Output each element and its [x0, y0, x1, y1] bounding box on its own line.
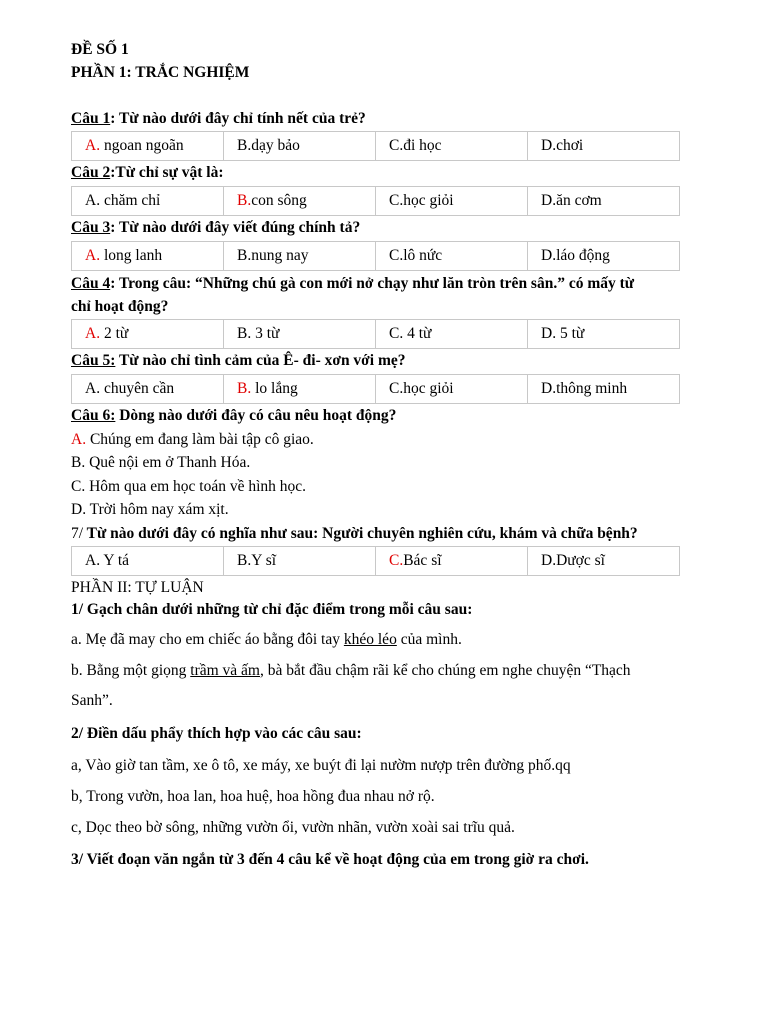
option-text: B.dạy bảo	[237, 137, 300, 154]
underlined-word: trầm và ấm	[190, 662, 260, 679]
option-text: D. 5 từ	[541, 325, 585, 342]
option-a[interactable]	[72, 547, 224, 576]
question-number: Câu 4	[71, 275, 111, 292]
question-text: :Từ chỉ sự vật là:	[110, 164, 224, 181]
option-c[interactable]	[376, 547, 528, 576]
question-number: Câu 5:	[71, 352, 116, 369]
q3-options	[71, 241, 680, 271]
option-c[interactable]	[376, 320, 528, 349]
option-d[interactable]	[528, 375, 680, 404]
option-text: con sông	[251, 192, 307, 209]
question-text: : Từ nào dưới đây chỉ tính nết của trẻ?	[110, 110, 366, 127]
question-number: Câu 6:	[71, 407, 116, 424]
option-c[interactable]	[376, 132, 528, 161]
option-a[interactable]	[72, 242, 224, 271]
correct-marker: A.	[85, 137, 101, 154]
question-6	[71, 406, 396, 426]
exam-title: ĐỀ SỐ 1	[71, 41, 129, 58]
option-text: 2 từ	[100, 325, 129, 342]
option-text: C.học giỏi	[389, 192, 454, 209]
q1-options	[71, 131, 680, 161]
question-number: Câu 1	[71, 110, 111, 127]
option-text: D.chơi	[541, 137, 584, 154]
option-text: A. Y tá	[85, 552, 130, 569]
option-d[interactable]	[528, 547, 680, 576]
option-b[interactable]	[224, 375, 376, 404]
question-4	[71, 274, 634, 294]
option-text: C.lô nức	[389, 247, 443, 264]
question-2	[71, 163, 224, 183]
correct-marker: C.	[389, 552, 404, 569]
option-text: C.đi học	[389, 137, 442, 154]
task-1-sentence-b-continued: Sanh”.	[71, 692, 113, 709]
q4-options	[71, 319, 680, 349]
question-number: Câu 3	[71, 219, 111, 236]
correct-marker: B.	[237, 192, 252, 209]
option-c[interactable]	[376, 242, 528, 271]
option-text: B.Y sĩ	[237, 552, 277, 569]
option-c[interactable]	[376, 187, 528, 216]
q6-option-b[interactable]: B. Quê nội em ở Thanh Hóa.	[71, 454, 251, 471]
option-text: D.thông minh	[541, 380, 628, 397]
question-text: : Từ nào dưới đây viết đúng chính tả?	[110, 219, 361, 236]
option-text: Chúng em đang làm bài tập cô giao.	[86, 431, 314, 448]
option-b[interactable]	[224, 132, 376, 161]
q6-option-c[interactable]: C. Hôm qua em học toán về hình học.	[71, 478, 307, 495]
question-text: Từ nào chỉ tình cảm của Ê- đi- xơn với mẹ?	[115, 352, 406, 369]
part1-heading: PHẦN 1: TRẮC NGHIỆM	[71, 64, 250, 81]
task-1-sentence-a	[71, 630, 462, 650]
option-text: C. 4 từ	[389, 325, 432, 342]
option-d[interactable]	[528, 320, 680, 349]
option-text: B. 3 từ	[237, 325, 280, 342]
underlined-word: khéo léo	[343, 631, 397, 648]
option-text: Bác sĩ	[403, 552, 442, 569]
sentence-text: a. Mẹ đã may cho em chiếc áo bằng đôi tay	[71, 631, 344, 648]
option-text: C.học giỏi	[389, 380, 454, 397]
q5-options	[71, 374, 680, 404]
correct-marker: B.	[237, 380, 252, 397]
sentence-text: , bà bắt đầu chậm rãi kể cho chúng em nghe chuyện “Thạch	[260, 662, 631, 679]
option-a[interactable]	[72, 187, 224, 216]
question-text: Từ nào dưới đây có nghĩa như sau: Người chuyên nghiên cứu, khám và chữa bệnh?	[83, 525, 638, 542]
q2-options	[71, 186, 680, 216]
option-b[interactable]	[224, 242, 376, 271]
option-a[interactable]	[72, 320, 224, 349]
question-text: Dòng nào dưới đây có câu nêu hoạt động?	[115, 407, 397, 424]
option-a[interactable]	[72, 132, 224, 161]
question-text: : Trong câu: “Những chú gà con mới nở chạy như lăn tròn trên sân.” có mấy từ	[110, 275, 635, 292]
question-number: Câu 2	[71, 164, 111, 181]
option-text: ngoan ngoãn	[100, 137, 184, 154]
option-text: D.ăn cơm	[541, 192, 602, 209]
correct-marker: A.	[85, 247, 101, 264]
task-2-sentence-a: a, Vào giờ tan tầm, xe ô tô, xe máy, xe buýt đi lại nườm nượp trên đường phố.qq	[71, 757, 571, 774]
option-d[interactable]	[528, 242, 680, 271]
correct-marker: A.	[71, 431, 87, 448]
option-text: B.nung nay	[237, 247, 309, 264]
task-1-heading: 1/ Gạch chân dưới những từ chỉ đặc điểm trong mỗi câu sau:	[71, 601, 473, 618]
option-text: D.láo động	[541, 247, 610, 264]
task-2-sentence-b: b, Trong vườn, hoa lan, hoa huệ, hoa hồng đua nhau nở rộ.	[71, 788, 435, 805]
option-text: A. chăm chỉ	[85, 192, 161, 209]
option-b[interactable]	[224, 547, 376, 576]
question-number: 7/	[71, 525, 84, 542]
option-b[interactable]	[224, 320, 376, 349]
part2-heading: PHẦN II: TỰ LUẬN	[71, 579, 204, 596]
option-c[interactable]	[376, 375, 528, 404]
option-d[interactable]	[528, 187, 680, 216]
option-b[interactable]	[224, 187, 376, 216]
option-text: A. chuyên cần	[85, 380, 175, 397]
option-d[interactable]	[528, 132, 680, 161]
q7-options	[71, 546, 680, 576]
question-1	[71, 109, 366, 129]
question-3	[71, 218, 360, 238]
correct-marker: A.	[85, 325, 101, 342]
option-text: long lanh	[100, 247, 163, 264]
sentence-text: b. Bằng một giọng	[71, 662, 191, 679]
question-5	[71, 351, 406, 371]
task-2-sentence-c: c, Dọc theo bờ sông, những vườn ổi, vườn nhãn, vườn xoài sai trĩu quả.	[71, 819, 515, 836]
option-a[interactable]	[72, 375, 224, 404]
q6-option-d[interactable]: D. Trời hôm nay xám xịt.	[71, 501, 229, 518]
option-text: D.Dược sĩ	[541, 552, 605, 569]
sentence-text: của mình.	[396, 631, 462, 648]
question-7	[71, 524, 638, 544]
task-2-heading: 2/ Điền dấu phẩy thích hợp vào các câu sau:	[71, 725, 362, 742]
q6-option-a[interactable]	[71, 430, 314, 450]
task-3-heading: 3/ Viết đoạn văn ngắn từ 3 đến 4 câu kể về hoạt động của em trong giờ ra chơi.	[71, 851, 589, 868]
option-text: lo lắng	[251, 380, 298, 397]
question-4-continued: chỉ hoạt động?	[71, 298, 169, 315]
task-1-sentence-b	[71, 661, 631, 681]
